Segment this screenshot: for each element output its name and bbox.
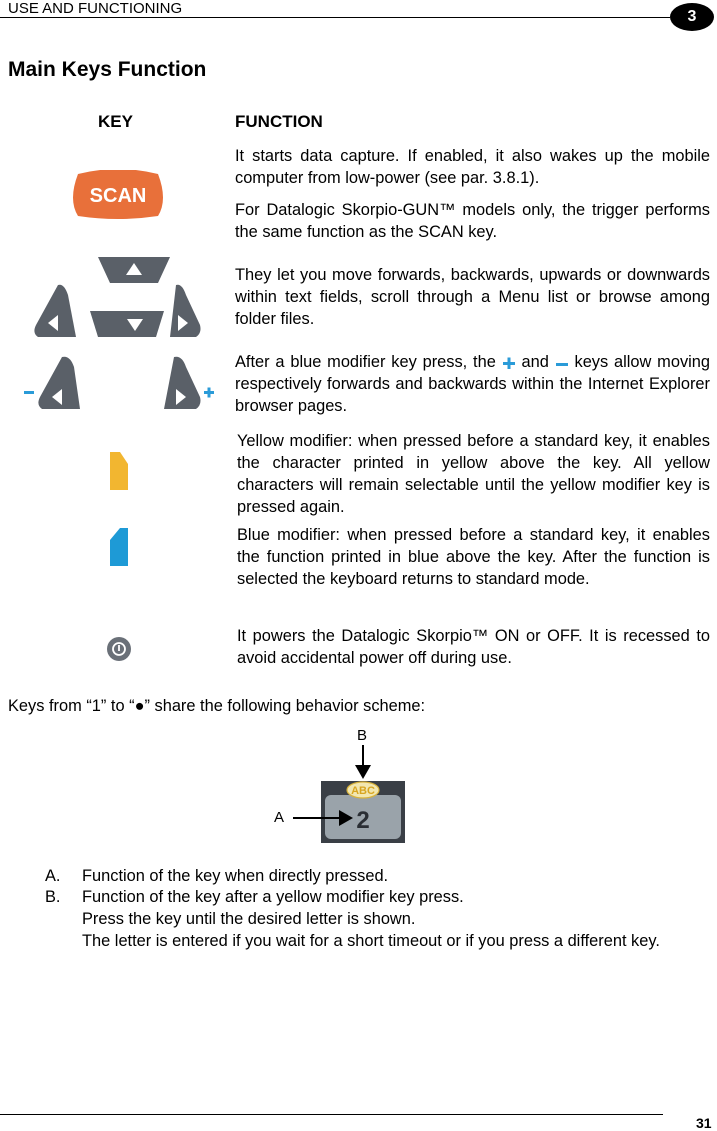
page-number: 31 [696, 1115, 712, 1131]
chapter-badge: 3 [670, 3, 714, 31]
down-key [90, 311, 164, 337]
scan-key-icon [66, 170, 170, 222]
power-key-text: It powers the Datalogic Skorpio™ ON or OFF. It is recessed to avoid accidental power off during use. [237, 627, 710, 667]
scan-function-text-1: It starts data capture. If enabled, it also wakes up the mobile computer from low-power (see par. 3.8.1). [235, 147, 710, 187]
navigation-function-text: They let you move forwards, backwards, upwards or downwards within text fields, scroll through a Menu list or browse among folder files. [235, 266, 710, 328]
navigation-keys-icon [30, 255, 205, 340]
browser-text-before: After a blue modifier key press, the [235, 353, 496, 371]
section-title: Main Keys Function [8, 58, 207, 81]
list-letter-a: A. [45, 867, 61, 885]
browser-function-text [235, 351, 710, 417]
header-divider [0, 17, 670, 18]
yellow-modifier-key-icon [108, 452, 130, 492]
list-b-line-3: The letter is entered if you wait for a short timeout or if you press a different key. [82, 932, 660, 950]
right-key [170, 285, 201, 337]
label-a: A [274, 809, 285, 826]
blue-modifier-text: Blue modifier: when pressed before a standard key, it enables the function printed in blue above the key. After the function is selected the keyboard returns to standard mode. [237, 526, 710, 588]
list-b-line-2: Press the key until the desired letter is shown. [82, 910, 416, 928]
key-digit: 2 [356, 807, 370, 834]
minus-inline-icon [555, 357, 569, 369]
plus-inline-icon [502, 357, 516, 369]
blue-modifier-key-icon [108, 528, 130, 568]
function-column-header: FUNCTION [235, 112, 323, 131]
scheme-intro: Keys from “1” to “●” share the following behavior scheme: [8, 697, 426, 715]
browser-text-after: keys allow moving respectively forwards and backwards within the Internet Explorer browser pages. [235, 353, 711, 415]
left-key [34, 285, 76, 337]
yellow-modifier-text: Yellow modifier: when pressed before a standard key, it enables the character printed in yellow above the key. All yellow characters will remain selectable until the yellow modifier key is pressed again. [237, 432, 710, 516]
scan-function-text-2: For Datalogic Skorpio-GUN™ models only, the trigger performs the same function as the SCAN key. [235, 201, 710, 241]
scan-key-label: SCAN [89, 185, 147, 207]
key-scheme-diagram [285, 745, 410, 845]
power-key-icon [106, 636, 132, 662]
plus-icon-v [208, 388, 211, 398]
list-letter-b: B. [45, 888, 61, 906]
list-a-text: Function of the key when directly pressed. [82, 867, 389, 885]
label-b: B [357, 727, 368, 744]
forward-key [164, 357, 201, 409]
footer-divider [0, 1114, 663, 1115]
browser-keys-icon [20, 353, 220, 413]
key-column-header: KEY [98, 112, 133, 131]
arrow-b-head [355, 765, 371, 779]
minus-icon [24, 391, 34, 394]
list-b-line-1: Function of the key after a yellow modifier key press. [82, 888, 464, 906]
header-title: USE AND FUNCTIONING [8, 0, 183, 17]
key-letters: ABC [351, 785, 375, 797]
browser-text-and: and [521, 353, 549, 371]
